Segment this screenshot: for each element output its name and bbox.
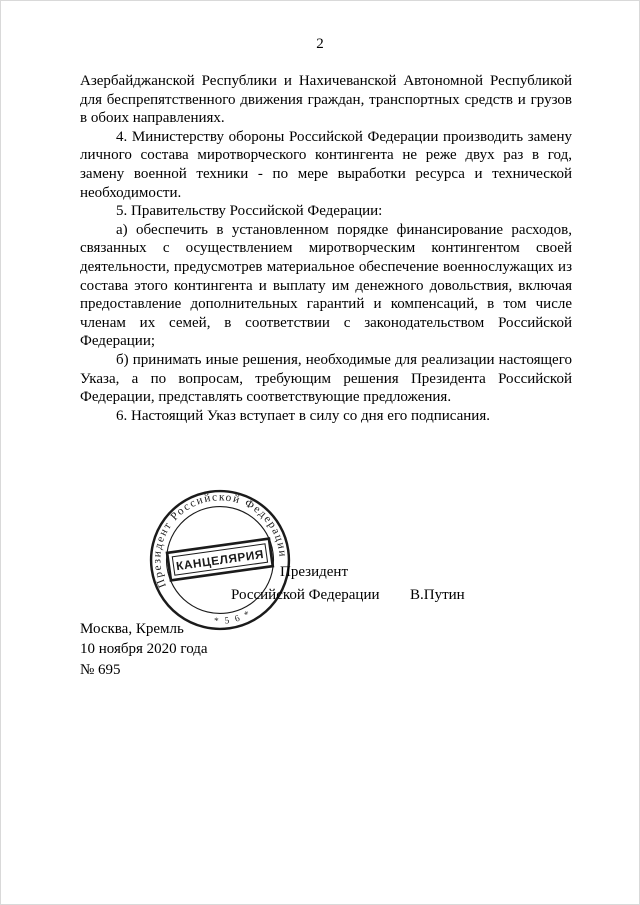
signature-title-line2: Российской Федерации <box>231 587 380 603</box>
signature-name: В.Путин <box>410 587 465 603</box>
stamp-bottom-text: * 5 6 * <box>213 608 254 627</box>
stamp-ring-text: Президент Российской Федерации <box>151 491 289 590</box>
paragraph: 5. Правительству Российской Федерации: <box>116 203 383 220</box>
stamp-center-label: КАНЦЕЛЯРИЯ <box>175 547 265 574</box>
paragraph: б) принимать иные решения, необходимые для реализации настоящего Указа, а по вопросам, требующим решения Президента Российской Федерации, представлять соответствующие предложения. <box>80 351 572 406</box>
footer-place: Москва, Кремль <box>80 621 184 637</box>
paragraph: а) обеспечить в установленном порядке финансирование расходов, связанных с осуществлением миротворческим контингентом своей деятельности, предусмотрев материальное обеспечение военнослужащих из состава этого контингента и выплату им денежного довольствия, включая предоставление дополнительных гарантий и компенсаций, в том числе членам их семей, в соответствии с законодательством Российской Федерации; <box>80 221 572 350</box>
footer-date: 10 ноября 2020 года <box>80 641 208 657</box>
paragraph: 4. Министерству обороны Российской Федерации производить замену личного состава миротворческого контингента не реже двух раз в год, замену военной техники - по мере выработки ресурса и технической необходимости. <box>80 128 572 201</box>
paragraph: 6. Настоящий Указ вступает в силу со дня его подписания. <box>116 407 490 424</box>
footer-doc-number: № 695 <box>80 662 121 678</box>
chancellery-stamp-icon <box>139 479 302 642</box>
signature-title-line1: Президент <box>280 564 348 580</box>
document-body <box>80 72 572 425</box>
page-number: 2 <box>316 36 324 52</box>
paragraph: Азербайджанской Республики и Нахичеванской Автономной Республикой для беспрепятственного движения граждан, транспортных средств и грузов в обоих направлениях. <box>80 73 572 127</box>
